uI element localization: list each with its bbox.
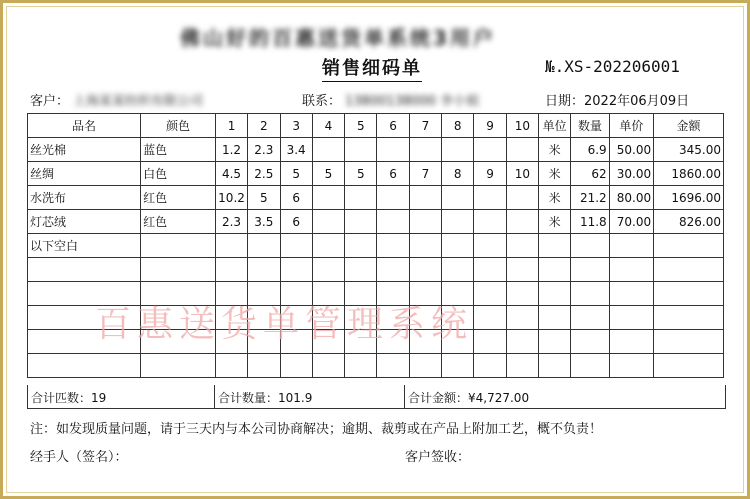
table-cell: 1860.00: [654, 162, 724, 186]
watermark: 百惠送货单管理系统: [95, 304, 474, 345]
table-cell: [409, 258, 441, 282]
table-cell: [345, 234, 377, 258]
table-cell: [312, 330, 344, 354]
table-cell: [571, 306, 609, 330]
table-cell: [654, 282, 724, 306]
table-cell: [377, 186, 409, 210]
table-cell: 2.3: [215, 210, 247, 234]
customer-field: [30, 90, 203, 109]
table-cell: [654, 330, 724, 354]
table-cell: [609, 258, 653, 282]
table-cell: [215, 234, 247, 258]
disclaimer-note: 注：如发现质量问题，请于三天内与本公司协商解决；逾期、裁剪或在产品上附加工艺，概不负责！: [30, 422, 603, 437]
table-cell: [654, 234, 724, 258]
table-cell: [571, 282, 609, 306]
table-cell: [539, 306, 571, 330]
table-cell: 米: [539, 138, 571, 162]
table-cell: [141, 282, 216, 306]
table-cell: [506, 210, 538, 234]
table-cell: 62: [571, 162, 609, 186]
table-cell: [312, 282, 344, 306]
table-cell: [409, 330, 441, 354]
table-cell: [571, 258, 609, 282]
table-cell: [409, 186, 441, 210]
contact-field: [302, 90, 479, 109]
table-cell: [409, 234, 441, 258]
table-cell: [248, 282, 280, 306]
date-field: [545, 90, 689, 109]
table-cell: [345, 282, 377, 306]
table-cell: 345.00: [654, 138, 724, 162]
table-cell: [345, 138, 377, 162]
table-cell: [442, 330, 474, 354]
table-cell: [442, 234, 474, 258]
table-cell: [442, 186, 474, 210]
table-cell: [506, 330, 538, 354]
table-cell: [539, 282, 571, 306]
table-cell: 70.00: [609, 210, 653, 234]
date-label: 日期：: [545, 94, 585, 109]
table-cell: [141, 354, 216, 378]
customer-label: 客户：: [30, 94, 70, 109]
table-cell: [377, 138, 409, 162]
table-cell: [474, 138, 506, 162]
table-header-row: [28, 114, 724, 138]
table-cell: 红色: [141, 210, 216, 234]
table-row: [28, 162, 724, 186]
table-cell: 1.2: [215, 138, 247, 162]
table-cell: [215, 354, 247, 378]
table-cell: [280, 282, 312, 306]
table-cell: [345, 258, 377, 282]
table-cell: 6: [377, 162, 409, 186]
table-cell: [571, 354, 609, 378]
table-row: [28, 282, 724, 306]
table-cell: [248, 258, 280, 282]
table-cell: [141, 330, 216, 354]
table-cell: [474, 186, 506, 210]
column-header: 6: [377, 114, 409, 138]
table-cell: [442, 306, 474, 330]
contact-label: 联系：: [302, 94, 342, 109]
table-cell: [409, 210, 441, 234]
table-cell: 6: [280, 210, 312, 234]
table-cell: [28, 354, 141, 378]
table-cell: 8: [442, 162, 474, 186]
table-cell: [141, 306, 216, 330]
table-cell: [409, 282, 441, 306]
column-header: 10: [506, 114, 538, 138]
table-cell: [377, 234, 409, 258]
table-cell: 9: [474, 162, 506, 186]
table-row: [28, 330, 724, 354]
table-cell: 21.2: [571, 186, 609, 210]
table-cell: [377, 354, 409, 378]
table-cell: [506, 354, 538, 378]
table-cell: 5: [280, 162, 312, 186]
table-cell: [474, 258, 506, 282]
table-cell: 30.00: [609, 162, 653, 186]
table-cell: 丝绸: [28, 162, 141, 186]
table-cell: [280, 258, 312, 282]
table-cell: [474, 282, 506, 306]
table-cell: [409, 138, 441, 162]
table-cell: [609, 330, 653, 354]
table-cell: [609, 354, 653, 378]
table-cell: [539, 354, 571, 378]
table-cell: [377, 210, 409, 234]
table-cell: [474, 306, 506, 330]
column-header: 9: [474, 114, 506, 138]
table-row: [28, 234, 724, 258]
table-row: [28, 138, 724, 162]
table-cell: [442, 138, 474, 162]
table-cell: [248, 354, 280, 378]
table-cell: [345, 210, 377, 234]
table-cell: 2.5: [248, 162, 280, 186]
table-cell: [474, 234, 506, 258]
table-cell: [609, 282, 653, 306]
table-cell: 灯芯绒: [28, 210, 141, 234]
column-header: 颜色: [141, 114, 216, 138]
table-cell: [474, 330, 506, 354]
table-cell: [506, 282, 538, 306]
table-cell: 10: [506, 162, 538, 186]
table-cell: [377, 258, 409, 282]
column-header: 2: [248, 114, 280, 138]
table-cell: [506, 258, 538, 282]
total-quantity: 合计数量：101.9: [218, 391, 313, 405]
column-header: 7: [409, 114, 441, 138]
table-cell: 2.3: [248, 138, 280, 162]
table-cell: [28, 258, 141, 282]
table-cell: [280, 354, 312, 378]
table-cell: [377, 282, 409, 306]
handler-signature-label: 经手人（签名）：: [30, 450, 128, 465]
table-cell: [506, 138, 538, 162]
table-cell: 1696.00: [654, 186, 724, 210]
table-cell: [442, 282, 474, 306]
table-row: [28, 354, 724, 378]
table-cell: 丝光棉: [28, 138, 141, 162]
table-cell: [215, 330, 247, 354]
table-cell: [474, 210, 506, 234]
table-cell: [539, 258, 571, 282]
table-cell: [248, 234, 280, 258]
table-cell: [28, 330, 141, 354]
totals-row: [27, 385, 726, 409]
total-pieces: 合计匹数：19: [31, 391, 107, 405]
table-cell: 5: [248, 186, 280, 210]
totals-divider: [214, 385, 215, 408]
table-cell: 米: [539, 210, 571, 234]
table-cell: 蓝色: [141, 138, 216, 162]
table-cell: [571, 330, 609, 354]
table-cell: [506, 306, 538, 330]
table-cell: 米: [539, 162, 571, 186]
table-cell: [506, 234, 538, 258]
table-cell: 50.00: [609, 138, 653, 162]
table-cell: [312, 234, 344, 258]
table-cell: [312, 306, 344, 330]
table-cell: 3.5: [248, 210, 280, 234]
table-cell: [377, 330, 409, 354]
customer-value: 上海某某纺织有限公司: [73, 94, 204, 109]
table-cell: [312, 186, 344, 210]
table-row: [28, 258, 724, 282]
table-cell: [654, 354, 724, 378]
table-cell: [312, 138, 344, 162]
column-header: 5: [345, 114, 377, 138]
column-header: 品名: [28, 114, 141, 138]
date-value: 2022年06月09日: [584, 94, 690, 109]
table-cell: 4.5: [215, 162, 247, 186]
column-header: 单位: [539, 114, 571, 138]
table-cell: [345, 330, 377, 354]
table-cell: 3.4: [280, 138, 312, 162]
table-cell: 6.9: [571, 138, 609, 162]
column-header: 4: [312, 114, 344, 138]
table-cell: 6: [280, 186, 312, 210]
table-cell: [280, 234, 312, 258]
table-cell: [345, 354, 377, 378]
table-cell: [442, 210, 474, 234]
table-cell: [215, 258, 247, 282]
table-cell: [539, 234, 571, 258]
table-cell: [141, 234, 216, 258]
table-cell: [345, 306, 377, 330]
document-title: 销售细码单: [322, 54, 422, 82]
table-cell: [312, 210, 344, 234]
table-cell: [215, 306, 247, 330]
table-cell: 5: [312, 162, 344, 186]
table-cell: [280, 330, 312, 354]
table-cell: 红色: [141, 186, 216, 210]
column-header: 金额: [654, 114, 724, 138]
table-cell: [654, 306, 724, 330]
table-cell: [609, 306, 653, 330]
table-cell: 11.8: [571, 210, 609, 234]
table-cell: [312, 354, 344, 378]
table-cell: [609, 234, 653, 258]
customer-signature-label: 客户签收：: [405, 450, 471, 465]
table-cell: [409, 306, 441, 330]
table-cell: [141, 258, 216, 282]
table-cell: [248, 306, 280, 330]
table-cell: 米: [539, 186, 571, 210]
table-cell: [280, 306, 312, 330]
table-cell: [28, 306, 141, 330]
table-cell: 10.2: [215, 186, 247, 210]
table-cell: [539, 330, 571, 354]
table-cell: 5: [345, 162, 377, 186]
table-cell: [248, 330, 280, 354]
table-cell: [506, 186, 538, 210]
table-cell: [442, 258, 474, 282]
table-cell: [28, 282, 141, 306]
table-row: [28, 306, 724, 330]
table-cell: [654, 258, 724, 282]
table-cell: 7: [409, 162, 441, 186]
table-cell: [571, 234, 609, 258]
table-row: [28, 186, 724, 210]
table-cell: 白色: [141, 162, 216, 186]
column-header: 1: [215, 114, 247, 138]
document-number: №.XS-202206001: [545, 57, 680, 76]
table-row: [28, 210, 724, 234]
table-cell: [474, 354, 506, 378]
contact-value: 13800138000 李小姐: [345, 94, 480, 109]
table-cell: [312, 258, 344, 282]
column-header: 数量: [571, 114, 609, 138]
table-cell: [409, 354, 441, 378]
table-cell: 水洗布: [28, 186, 141, 210]
table-cell: 826.00: [654, 210, 724, 234]
column-header: 8: [442, 114, 474, 138]
table-cell: 80.00: [609, 186, 653, 210]
table-cell: [377, 306, 409, 330]
company-name: 佛山好的百惠送货单系统3用户: [180, 26, 496, 50]
table-cell: 以下空白: [28, 234, 141, 258]
detail-table: [27, 113, 724, 378]
column-header: 单价: [609, 114, 653, 138]
table-cell: [215, 282, 247, 306]
table-cell: [442, 354, 474, 378]
column-header: 3: [280, 114, 312, 138]
total-amount: 合计金额：¥4,727.00: [408, 391, 530, 405]
totals-divider: [404, 385, 405, 408]
table-cell: [345, 186, 377, 210]
